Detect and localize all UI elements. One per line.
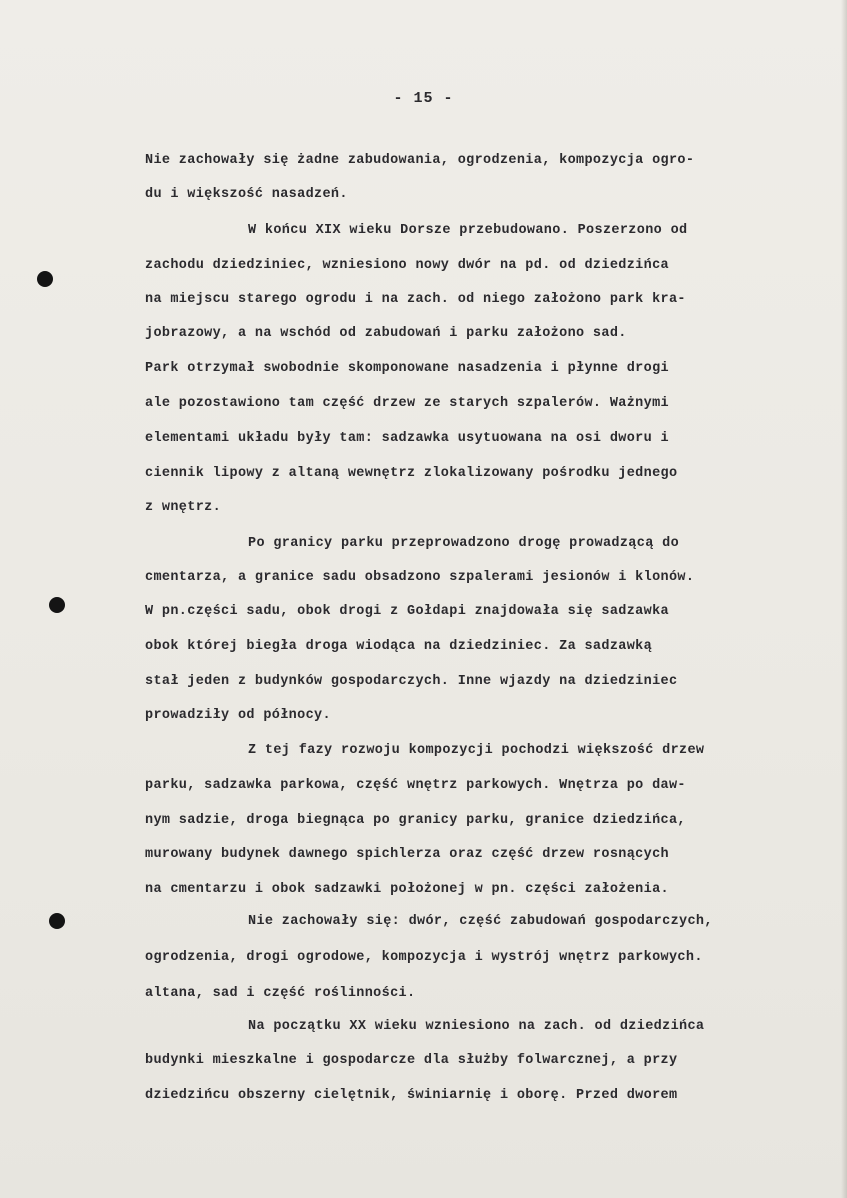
text-line: Park otrzymał swobodnie skomponowane nasadzenia i płynne drogi bbox=[145, 361, 669, 376]
text-line: W pn.części sadu, obok drogi z Gołdapi znajdowała się sadzawka bbox=[145, 604, 669, 619]
text-line: parku, sadzawka parkowa, część wnętrz parkowych. Wnętrza po daw- bbox=[145, 778, 686, 793]
page-number: - 15 - bbox=[393, 90, 454, 107]
page-edge-shadow bbox=[841, 0, 847, 1198]
text-line: cmentarza, a granice sadu obsadzono szpalerami jesionów i klonów. bbox=[145, 570, 695, 585]
text-line: jobrazowy, a na wschód od zabudowań i parku założono sad. bbox=[145, 326, 627, 341]
paragraph-start-line: Z tej fazy rozwoju kompozycji pochodzi większość drzew bbox=[248, 743, 705, 758]
paragraph-start-line: Na początku XX wieku wzniesiono na zach. od dziedzińca bbox=[248, 1019, 705, 1034]
text-line: na miejscu starego ogrodu i na zach. od niego założono park kra- bbox=[145, 292, 686, 307]
text-line: ciennik lipowy z altaną wewnętrz zlokalizowany pośrodku jednego bbox=[145, 466, 678, 481]
paragraph-start-line: W końcu XIX wieku Dorsze przebudowano. Poszerzono od bbox=[248, 223, 688, 238]
text-line: z wnętrz. bbox=[145, 500, 222, 515]
punch-hole bbox=[37, 271, 53, 287]
text-line: Nie zachowały się żadne zabudowania, ogrodzenia, kompozycja ogro- bbox=[145, 153, 695, 168]
text-line: nym sadzie, droga biegnąca po granicy parku, granice dziedzińca, bbox=[145, 813, 686, 828]
text-line: ogrodzenia, drogi ogrodowe, kompozycja i wystrój wnętrz parkowych. bbox=[145, 950, 703, 965]
punch-hole bbox=[49, 597, 65, 613]
text-line: budynki mieszkalne i gospodarcze dla służby folwarcznej, a przy bbox=[145, 1053, 678, 1068]
text-line: altana, sad i część roślinności. bbox=[145, 986, 416, 1001]
paragraph-start-line: Po granicy parku przeprowadzono drogę prowadzącą do bbox=[248, 536, 680, 551]
text-line: zachodu dziedziniec, wzniesiono nowy dwór na pd. od dziedzińca bbox=[145, 258, 669, 273]
text-line: prowadziły od północy. bbox=[145, 708, 331, 723]
text-line: elementami układu były tam: sadzawka usytuowana na osi dworu i bbox=[145, 431, 669, 446]
punch-hole bbox=[49, 913, 65, 929]
text-line: ale pozostawiono tam część drzew ze starych szpalerów. Ważnymi bbox=[145, 396, 669, 411]
text-line: dziedzińcu obszerny cielętnik, świniarnię i oborę. Przed dworem bbox=[145, 1088, 678, 1103]
paragraph-start-line: Nie zachowały się: dwór, część zabudowań gospodarczych, bbox=[248, 914, 713, 929]
text-line: du i większość nasadzeń. bbox=[145, 187, 348, 202]
text-line: stał jeden z budynków gospodarczych. Inne wjazdy na dziedziniec bbox=[145, 674, 678, 689]
text-line: obok której biegła droga wiodąca na dziedziniec. Za sadzawką bbox=[145, 639, 653, 654]
text-line: na cmentarzu i obok sadzawki położonej w pn. części założenia. bbox=[145, 882, 669, 897]
text-line: murowany budynek dawnego spichlerza oraz część drzew rosnących bbox=[145, 847, 669, 862]
